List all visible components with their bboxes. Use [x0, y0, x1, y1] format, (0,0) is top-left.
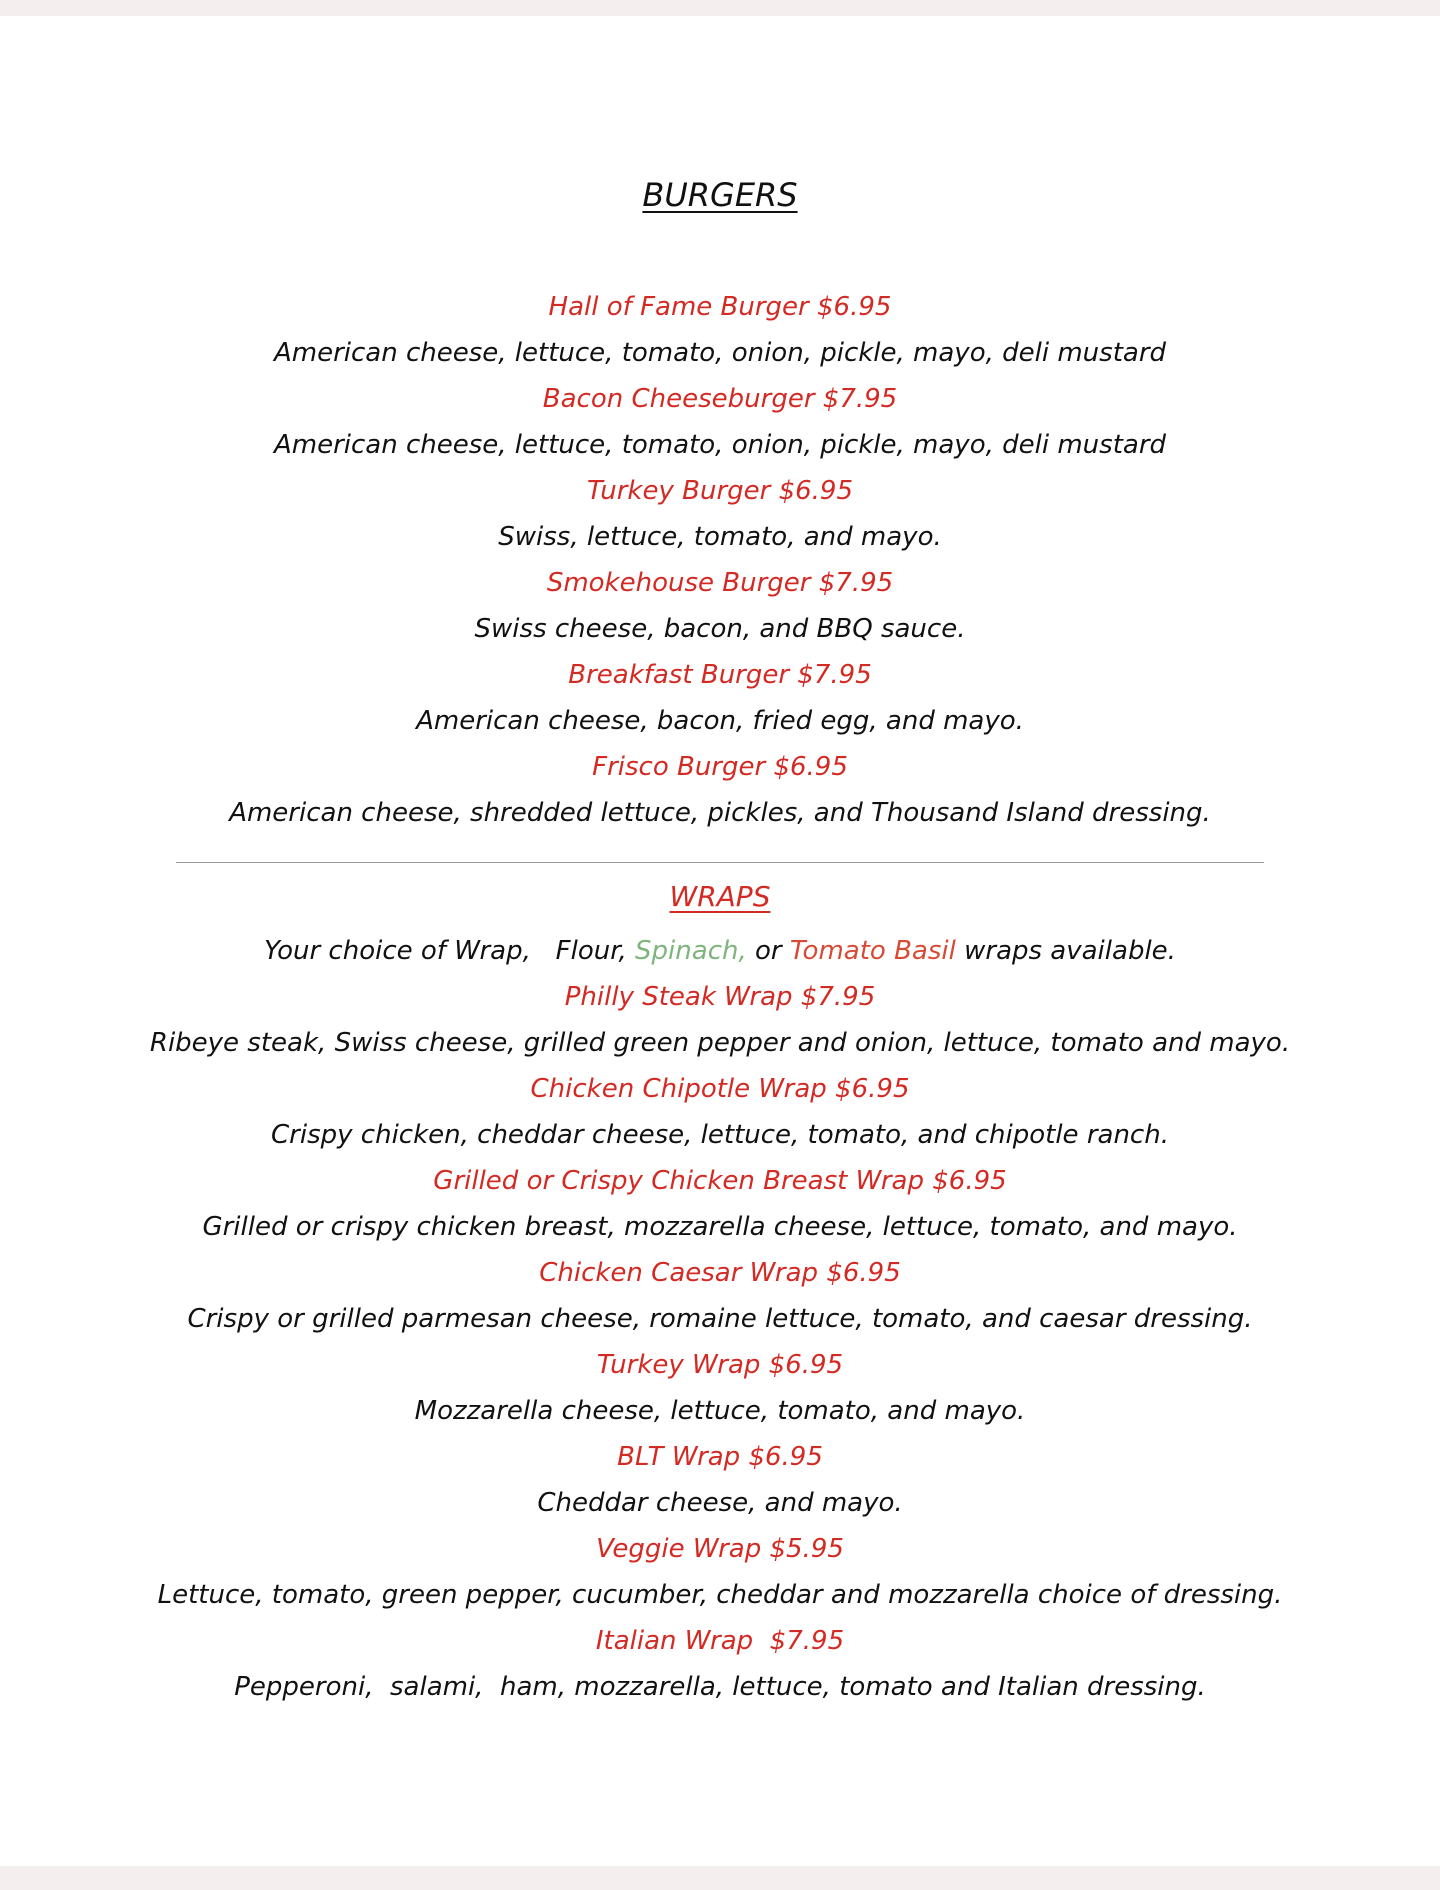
- menu-item-name: Chicken Caesar Wrap $6.95: [539, 1258, 901, 1288]
- menu-item-name: Turkey Burger $6.95: [586, 476, 854, 506]
- section-divider: [176, 862, 1264, 863]
- menu-item-name: Veggie Wrap $5.95: [596, 1534, 844, 1564]
- wrap-choice-suffix: wraps available.: [955, 936, 1176, 966]
- menu-item-description: Ribeye steak, Swiss cheese, grilled green pepper and onion, lettuce, tomato and mayo.: [149, 1028, 1291, 1058]
- menu-item-name: Breakfast Burger $7.95: [568, 660, 872, 690]
- menu-item-description: Pepperoni, salami, ham, mozzarella, lettuce, tomato and Italian dressing.: [234, 1672, 1206, 1702]
- menu-item-description: Lettuce, tomato, green pepper, cucumber, cheddar and mozzarella choice of dressing.: [157, 1580, 1283, 1610]
- menu-item-name: Frisco Burger $6.95: [592, 752, 848, 782]
- menu-item-description: Crispy or grilled parmesan cheese, romaine lettuce, tomato, and caesar dressing.: [187, 1304, 1253, 1334]
- menu-item-name: Italian Wrap $7.95: [595, 1626, 845, 1656]
- wrap-choice-note: [0, 928, 1440, 974]
- menu-item-name: Smokehouse Burger $7.95: [546, 568, 894, 598]
- menu-item-name: Chicken Chipotle Wrap $6.95: [530, 1074, 910, 1104]
- menu-item-description: American cheese, bacon, fried egg, and mayo.: [416, 706, 1024, 736]
- menu-item-name: Turkey Wrap $6.95: [596, 1350, 844, 1380]
- wrap-choice-prefix: Your choice of Wrap, Flour,: [264, 936, 636, 966]
- menu-item-name: Hall of Fame Burger $6.95: [548, 292, 892, 322]
- menu-item-description: Mozzarella cheese, lettuce, tomato, and mayo.: [414, 1396, 1026, 1426]
- burger-list: [0, 284, 1440, 836]
- menu-item-description: Crispy chicken, cheddar cheese, lettuce, tomato, and chipotle ranch.: [271, 1120, 1169, 1150]
- tomato-basil-wrap-option: Tomato Basil: [789, 936, 956, 966]
- wrap-list: [0, 928, 1440, 1710]
- menu-item-description: Grilled or crispy chicken breast, mozzarella cheese, lettuce, tomato, and mayo.: [202, 1212, 1238, 1242]
- spinach-wrap-option: Spinach,: [635, 936, 747, 966]
- menu-item-description: American cheese, shredded lettuce, pickles, and Thousand Island dressing.: [229, 798, 1211, 828]
- menu-item-description: Swiss, lettuce, tomato, and mayo.: [498, 522, 942, 552]
- burgers-heading: BURGERS: [642, 176, 798, 214]
- menu-item-description: Cheddar cheese, and mayo.: [537, 1488, 903, 1518]
- menu-item-description: American cheese, lettuce, tomato, onion, pickle, mayo, deli mustard: [273, 338, 1167, 368]
- menu-item-description: American cheese, lettuce, tomato, onion, pickle, mayo, deli mustard: [273, 430, 1167, 460]
- menu-item-description: Swiss cheese, bacon, and BBQ sauce.: [474, 614, 966, 644]
- menu-item-name: BLT Wrap $6.95: [617, 1442, 823, 1472]
- menu-item-name: Philly Steak Wrap $7.95: [564, 982, 876, 1012]
- menu-item-name: Grilled or Crispy Chicken Breast Wrap $6.95: [433, 1166, 1007, 1196]
- menu-page: [0, 16, 1440, 1866]
- wrap-choice-middle: or: [746, 936, 790, 966]
- wraps-heading: WRAPS: [669, 880, 771, 913]
- menu-item-name: Bacon Cheeseburger $7.95: [542, 384, 898, 414]
